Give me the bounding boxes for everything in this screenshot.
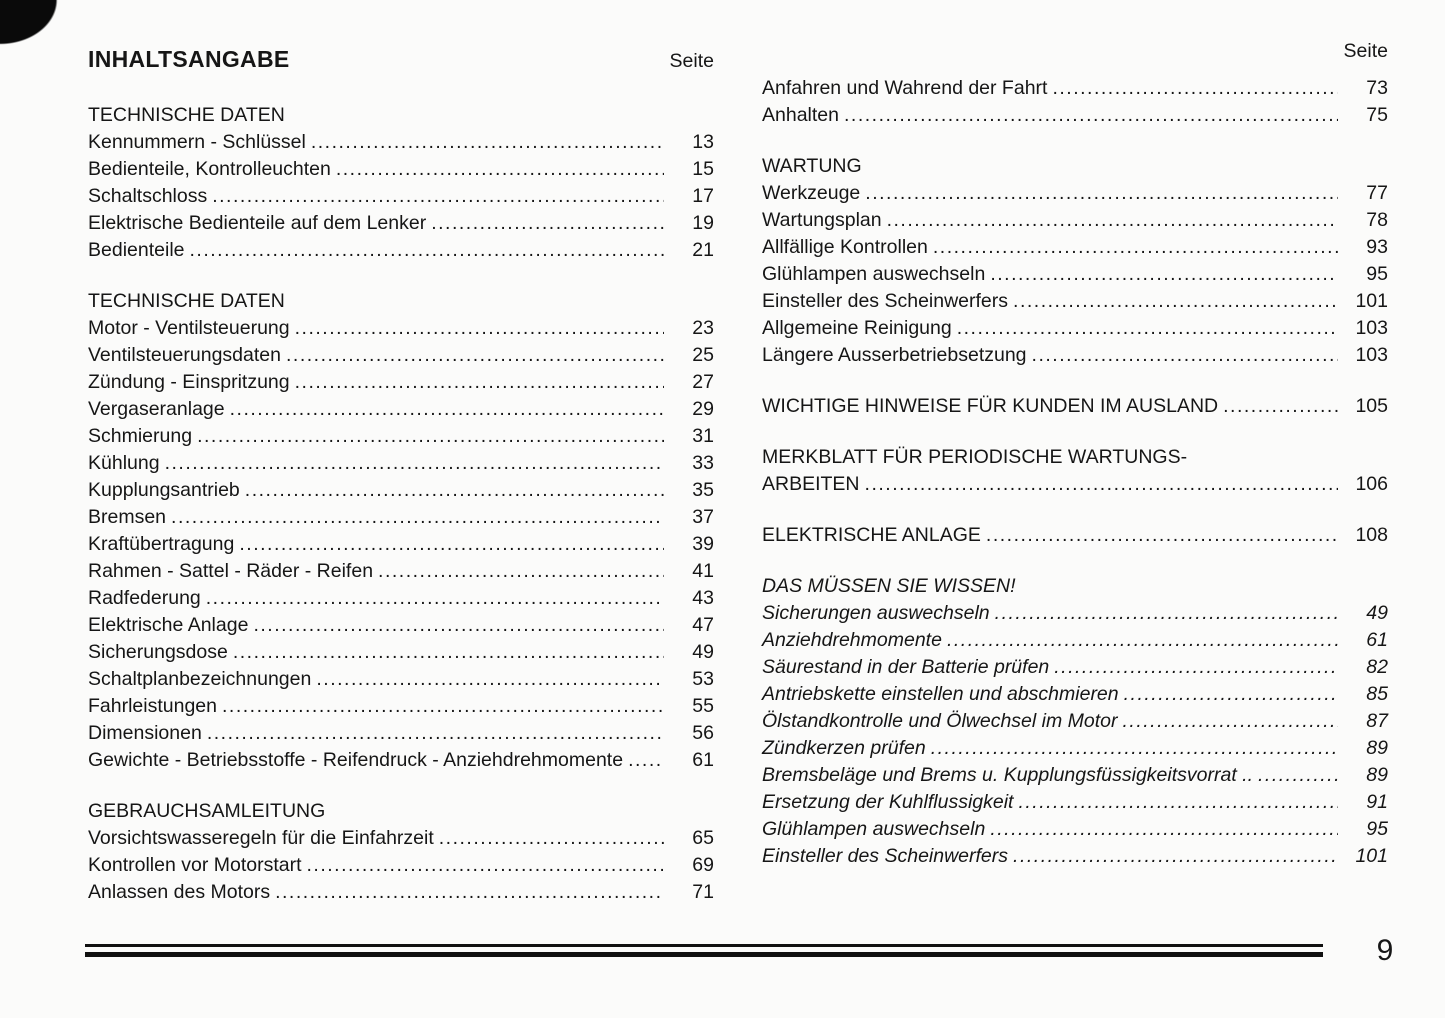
toc-entry-label: Bedienteile [88,239,185,261]
toc-entry-label: Gewichte - Betriebsstoffe - Reifendruck - Anziehdrehmomente [88,749,624,771]
dot-leader [865,471,1338,498]
toc-entry-page: 91 [1366,791,1388,813]
toc-section [762,75,1388,129]
toc-entry-list [88,129,714,264]
left-column [88,46,714,906]
toc-entry [762,75,1388,102]
toc-entry-page: 71 [692,881,714,903]
toc-entry [88,129,714,156]
section-heading: DAS MÜSSEN SIE WISSEN! [762,575,1016,597]
dot-leader [275,879,664,906]
toc-entry-label: Vorsichtswasseregeln für die Einfahrzeit [88,827,434,849]
toc-section [762,573,1388,870]
toc-entry [88,666,714,693]
toc-entry-page: 47 [692,614,714,636]
dot-leader [165,450,664,477]
toc-entry-label: Elektrische Anlage [88,614,249,636]
toc-entry-label: Ölstandkontrolle und Ölwechsel im Motor [762,710,1118,732]
toc-entry-page: 17 [692,185,714,207]
toc-entry-page: 19 [692,212,714,234]
toc-entry-page: 73 [1366,77,1388,99]
dot-leader [1032,342,1338,369]
toc-entry-label: Radfederung [88,587,201,609]
toc-entry-page: 25 [692,344,714,366]
toc-entry [762,789,1388,816]
toc-entry [88,612,714,639]
dot-leader [190,237,665,264]
toc-entry [88,183,714,210]
dot-leader [1054,654,1338,681]
toc-entry-page: 37 [692,506,714,528]
section-heading: WARTUNG [762,155,862,177]
toc-entry-page: 15 [692,158,714,180]
toc-entry-label: Ersetzung der Kuhlflussigkeit [762,791,1014,813]
toc-entry [88,558,714,585]
dot-leader [233,639,664,666]
footer-double-rule [85,944,1323,957]
dot-leader [1013,843,1338,870]
toc-entry [762,393,1388,420]
toc-entry [88,639,714,666]
dot-leader [931,735,1338,762]
toc-entry-page: 95 [1366,263,1388,285]
dot-leader [887,207,1338,234]
toc-entry [762,654,1388,681]
page-title: INHALTSANGABE [88,46,290,72]
toc-entry [762,816,1388,843]
toc-entry-label: Werkzeuge [762,182,861,204]
dot-leader [239,531,664,558]
toc-entry-page: 35 [692,479,714,501]
toc-entry [88,504,714,531]
toc-entry-page: 75 [1366,104,1388,126]
dot-leader [1013,288,1338,315]
toc-entry-label: Kennummern - Schlüssel [88,131,306,153]
toc-entry [762,522,1388,549]
toc-entry-label: Schaltschloss [88,185,208,207]
toc-entry [762,180,1388,207]
page-number: 9 [1376,934,1394,967]
toc-entry-label: Anhalten [762,104,839,126]
dot-leader [316,666,664,693]
toc-entry-page: 31 [692,425,714,447]
toc-entry [762,843,1388,870]
toc-entry [762,735,1388,762]
section-heading: TECHNISCHE DATEN [88,104,285,126]
seite-label-left: Seite [669,50,714,72]
dot-leader [286,342,664,369]
toc-entry-page: 77 [1366,182,1388,204]
toc-entry-page: 106 [1355,473,1388,495]
toc-entry-page: 55 [692,695,714,717]
toc-entry-label: Schmierung [88,425,193,447]
toc-entry-label: Schaltplanbezeichnungen [88,668,312,690]
toc-entry-label: Einsteller des Scheinwerfers [762,290,1009,312]
toc-entry-page: 29 [692,398,714,420]
toc-entry-page: 103 [1355,317,1388,339]
toc-entry-page: 41 [692,560,714,582]
toc-entry [88,747,714,774]
toc-entry-page: 101 [1355,845,1388,867]
toc-section [762,522,1388,549]
dot-leader [986,522,1338,549]
toc-entry-page: 33 [692,452,714,474]
toc-entry [88,477,714,504]
toc-entry-page: 49 [692,641,714,663]
toc-entry [762,444,1388,471]
toc-entry-label: Bremsbeläge und Brems u. Kupplungsfüssigkeitsvorrat .. [762,764,1253,786]
toc-section [88,288,714,774]
toc-entry-page: 78 [1366,209,1388,231]
dot-leader [307,852,664,879]
toc-entry-page: 61 [1366,629,1388,651]
dot-leader [957,315,1338,342]
dot-leader [378,558,664,585]
toc-entry-label: ELEKTRISCHE ANLAGE [762,524,981,546]
dot-leader [431,210,664,237]
toc-entry [762,288,1388,315]
toc-entry-page: 56 [692,722,714,744]
toc-entry-label: Wartungsplan [762,209,882,231]
toc-entry-page: 89 [1366,737,1388,759]
toc-entry-label: Säurestand in der Batterie prüfen [762,656,1050,678]
toc-entry [88,852,714,879]
toc-entry-label: Motor - Ventilsteuerung [88,317,290,339]
section-heading: TECHNISCHE DATEN [88,290,285,312]
toc-entry-label: Zündung - Einspritzung [88,371,290,393]
toc-entry [762,627,1388,654]
dot-leader [1223,393,1338,420]
toc-entry-page: 69 [692,854,714,876]
toc-entry-label: Rahmen - Sattel - Räder - Reifen [88,560,374,582]
toc-entry-label: Bedienteile, Kontrolleuchten [88,158,331,180]
toc-entry-label: MERKBLATT FÜR PERIODISCHE WARTUNGS- [762,446,1188,468]
toc-entry-label: Glühlampen auswechseln [762,818,986,840]
toc-entry-list [762,522,1388,549]
toc-entry [762,762,1388,789]
toc-entry-label: Glühlampen auswechseln [762,263,986,285]
toc-entry [762,708,1388,735]
toc-entry-list [762,444,1388,498]
dot-leader [230,396,664,423]
toc-entry-label: Sicherungsdose [88,641,228,663]
dot-leader [311,129,664,156]
toc-entry-page: 103 [1355,344,1388,366]
toc-entry-page: 65 [692,827,714,849]
toc-entry-list [762,393,1388,420]
toc-entry-label: Bremsen [88,506,167,528]
toc-entry [762,234,1388,261]
toc-entry-label: Allfällige Kontrollen [762,236,928,258]
dot-leader [245,477,664,504]
toc-entry-page: 49 [1366,602,1388,624]
toc-entry-list [88,315,714,774]
toc-entry [88,237,714,264]
toc-entry-page: 23 [692,317,714,339]
right-column [762,40,1388,870]
toc-entry-label: Vergaseranlage [88,398,225,420]
toc-entry-page: 85 [1366,683,1388,705]
toc-entry-label: Kühlung [88,452,160,474]
toc-entry-page: 105 [1355,395,1388,417]
toc-entry-page: 13 [692,131,714,153]
toc-entry [88,450,714,477]
toc-entry-label: Ventilsteuerungsdaten [88,344,281,366]
toc-entry-page: 93 [1366,236,1388,258]
toc-entry-label: Längere Ausserbetriebsetzung [762,344,1027,366]
dot-leader [844,102,1338,129]
rule-line-bottom [85,952,1323,957]
toc-entry [762,681,1388,708]
toc-entry-page: 82 [1366,656,1388,678]
toc-entry-label: Dimensionen [88,722,202,744]
section-heading: GEBRAUCHSAMLEITUNG [88,800,326,822]
toc-entry [88,585,714,612]
dot-leader [990,816,1338,843]
toc-entry [762,207,1388,234]
toc-entry-label: Einsteller des Scheinwerfers [762,845,1009,867]
dot-leader [253,612,664,639]
toc-entry [762,471,1388,498]
dot-leader [1052,75,1338,102]
toc-entry [762,315,1388,342]
dot-leader [995,600,1338,627]
toc-entry [762,261,1388,288]
dot-leader [206,585,664,612]
toc-entry-label: WICHTIGE HINWEISE FÜR KUNDEN IM AUSLAND [762,395,1219,417]
toc-entry-label: Antriebskette einstellen und abschmieren [762,683,1119,705]
dot-leader [865,180,1338,207]
toc-section [762,444,1388,498]
toc-entry [762,102,1388,129]
dot-leader [212,183,664,210]
dot-leader [439,825,664,852]
toc-entry-page: 61 [692,749,714,771]
toc-entry-label: Allgemeine Reinigung [762,317,952,339]
toc-entry [88,315,714,342]
dot-leader [628,747,664,774]
toc-entry-page: 43 [692,587,714,609]
toc-entry [88,210,714,237]
toc-entry-page: 53 [692,668,714,690]
toc-entry-page: 108 [1355,524,1388,546]
toc-entry-page: 21 [692,239,714,261]
toc-entry [88,423,714,450]
dot-leader [222,693,664,720]
toc-section [88,102,714,264]
toc-entry-list [88,825,714,906]
toc-entry [88,531,714,558]
dot-leader [1124,681,1338,708]
toc-entry [88,156,714,183]
toc-entry-page: 39 [692,533,714,555]
toc-entry [88,342,714,369]
toc-entry-list [762,75,1388,129]
toc-entry [88,693,714,720]
toc-entry [88,396,714,423]
toc-entry [88,879,714,906]
dot-leader [947,627,1338,654]
dot-leader [990,261,1338,288]
toc-entry-label: Sicherungen auswechseln [762,602,990,624]
toc-entry-page: 87 [1366,710,1388,732]
toc-entry [88,720,714,747]
dot-leader [207,720,664,747]
toc-entry-label: Zündkerzen prüfen [762,737,926,759]
toc-entry-label: Fahrleistungen [88,695,217,717]
toc-entry [88,369,714,396]
dot-leader [1018,789,1338,816]
dot-leader [1123,708,1339,735]
dot-leader [295,315,664,342]
toc-entry [88,825,714,852]
toc-section [88,798,714,906]
dot-leader [171,504,664,531]
scan-corner-artifact [0,0,80,62]
toc-entry-list [762,600,1388,870]
dot-leader [295,369,664,396]
dot-leader [197,423,664,450]
toc-section [762,393,1388,420]
toc-entry-page: 101 [1355,290,1388,312]
toc-entry [762,342,1388,369]
seite-label-right: Seite [1343,40,1388,62]
toc-section [762,153,1388,369]
toc-entry-label: Anlassen des Motors [88,881,271,903]
toc-entry [762,600,1388,627]
toc-entry-label: Elektrische Bedienteile auf dem Lenker [88,212,427,234]
dot-leader [1258,762,1338,789]
toc-entry-label: Kraftübertragung [88,533,235,555]
dot-leader [933,234,1338,261]
toc-entry-list [762,180,1388,369]
toc-entry-label: Kupplungsantrieb [88,479,240,501]
toc-entry-page: 89 [1366,764,1388,786]
toc-entry-label: Kontrollen vor Motorstart [88,854,302,876]
dot-leader [336,156,664,183]
toc-entry-label: Anziehdrehmomente [762,629,942,651]
toc-header [88,46,714,73]
toc-entry-page: 95 [1366,818,1388,840]
toc-entry-label: Anfahren und Wahrend der Fahrt [762,77,1048,99]
toc-entry-page: 27 [692,371,714,393]
toc-entry-label: ARBEITEN [762,473,860,495]
